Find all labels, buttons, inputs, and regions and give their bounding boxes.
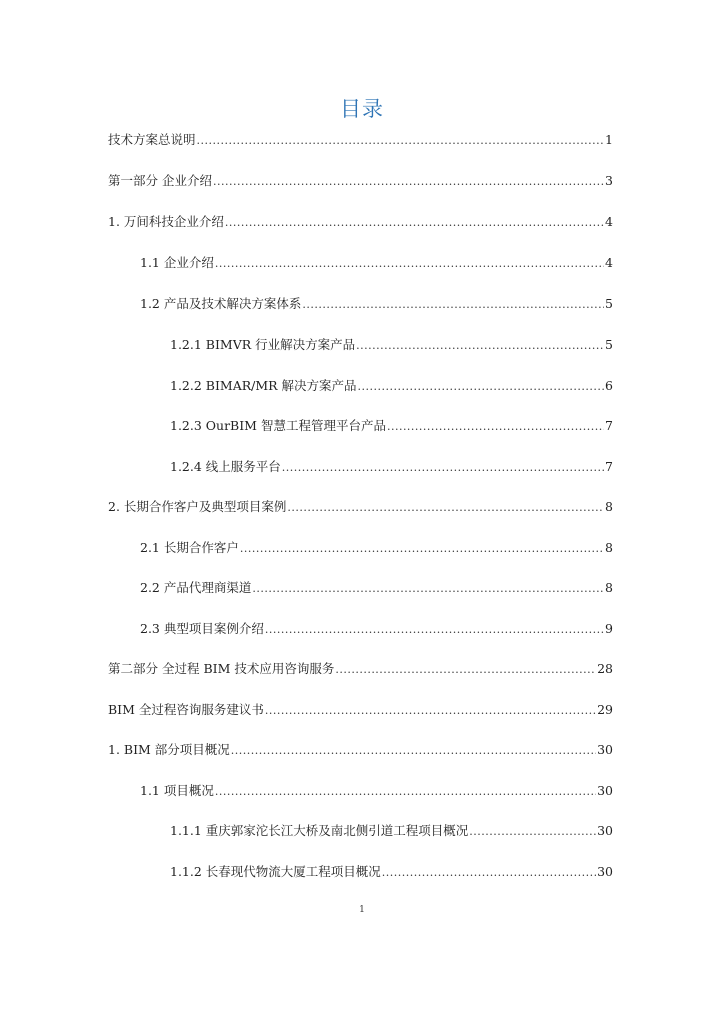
toc-entry[interactable]: [170, 823, 613, 840]
toc-entry[interactable]: [108, 214, 613, 231]
toc-entry-page: 30: [597, 823, 613, 838]
toc-dot-leader: [358, 379, 605, 395]
toc-entry-page: 9: [605, 621, 613, 636]
toc-entry[interactable]: [108, 132, 613, 149]
toc-entry[interactable]: [108, 702, 613, 719]
toc-entry[interactable]: [170, 418, 613, 435]
toc-entry-page: 4: [605, 255, 613, 270]
toc-entry-label: 1. 万间科技企业介绍: [108, 214, 224, 229]
toc-entry-label: 2. 长期合作客户及典型项目案例: [108, 499, 287, 514]
toc-entry[interactable]: [108, 742, 613, 759]
toc-entry-label: 2.3 典型项目案例介绍: [140, 621, 264, 636]
toc-dot-leader: [356, 338, 604, 354]
toc-dot-leader: [282, 460, 604, 476]
toc-entry-label: 1.1.1 重庆郭家沱长江大桥及南北侧引道工程项目概况: [170, 823, 469, 838]
toc-entry-page: 6: [605, 378, 613, 393]
toc-dot-leader: [231, 743, 596, 759]
toc-entry-label: 1.1.2 长春现代物流大厦工程项目概况: [170, 864, 381, 879]
toc-entry-label: 1.2.4 线上服务平台: [170, 459, 281, 474]
toc-entry-label: 1.1 项目概况: [140, 783, 214, 798]
toc-entry-page: 5: [605, 337, 613, 352]
toc-dot-leader: [287, 500, 604, 516]
toc-dot-leader: [215, 256, 604, 272]
toc-entry[interactable]: [108, 173, 613, 190]
toc-entry-label: 1.1 企业介绍: [140, 255, 214, 270]
toc-dot-leader: [335, 662, 596, 678]
toc-entry-page: 8: [605, 580, 613, 595]
toc-entry-label: 1.2.1 BIMVR 行业解决方案产品: [170, 337, 356, 352]
toc-dot-leader: [213, 174, 604, 190]
toc-entry[interactable]: [140, 580, 613, 597]
toc-dot-leader: [240, 541, 604, 557]
toc-dot-leader: [469, 824, 596, 840]
toc-entry-page: 8: [605, 540, 613, 555]
toc-entry-label: 第一部分 企业介绍: [108, 173, 212, 188]
toc-entry-page: 3: [605, 173, 613, 188]
toc-entry-page: 1: [605, 132, 613, 147]
toc-entry-label: 1.2 产品及技术解决方案体系: [140, 296, 302, 311]
toc-entry[interactable]: [140, 783, 613, 800]
toc-entry[interactable]: [170, 864, 613, 881]
toc-entry-page: 7: [605, 459, 613, 474]
toc-entry-label: 1. BIM 部分项目概况: [108, 742, 230, 757]
toc-entry-page: 29: [597, 702, 613, 717]
toc-dot-leader: [252, 581, 604, 597]
toc-entry-page: 30: [597, 742, 613, 757]
toc-entry-label: 2.2 产品代理商渠道: [140, 580, 252, 595]
toc-title: 目录: [340, 97, 384, 121]
toc-entry[interactable]: [108, 499, 613, 516]
toc-entry-page: 4: [605, 214, 613, 229]
toc-entry-page: 30: [597, 783, 613, 798]
toc-entry-label: BIM 全过程咨询服务建议书: [108, 702, 264, 717]
toc-entry-page: 8: [605, 499, 613, 514]
toc-dot-leader: [225, 215, 604, 231]
toc-dot-leader: [197, 133, 605, 149]
toc-entry-page: 7: [605, 418, 613, 433]
toc-dot-leader: [265, 703, 596, 719]
toc-entry-page: 28: [597, 661, 613, 676]
toc-entry-label: 技术方案总说明: [108, 132, 196, 147]
toc-entry-page: 30: [597, 864, 613, 879]
toc-entry[interactable]: [140, 540, 613, 557]
toc-entry[interactable]: [108, 661, 613, 678]
toc-entry-label: 1.2.3 OurBIM 智慧工程管理平台产品: [170, 418, 386, 433]
toc-dot-leader: [215, 784, 596, 800]
toc-entry[interactable]: [140, 255, 613, 272]
toc-entry-label: 第二部分 全过程 BIM 技术应用咨询服务: [108, 661, 335, 676]
toc-entry[interactable]: [170, 337, 613, 354]
toc-dot-leader: [382, 865, 596, 881]
toc-entry-label: 1.2.2 BIMAR/MR 解决方案产品: [170, 378, 357, 393]
toc-dot-leader: [302, 297, 604, 313]
toc-entry[interactable]: [170, 459, 613, 476]
toc-dot-leader: [265, 622, 604, 638]
toc-entry-page: 5: [605, 296, 613, 311]
toc-entry[interactable]: [140, 621, 613, 638]
toc-entry[interactable]: [170, 378, 613, 395]
toc-dot-leader: [387, 419, 604, 435]
footer-page-number: 1: [359, 905, 365, 915]
toc-entry[interactable]: [140, 296, 613, 313]
toc-entry-label: 2.1 长期合作客户: [140, 540, 239, 555]
